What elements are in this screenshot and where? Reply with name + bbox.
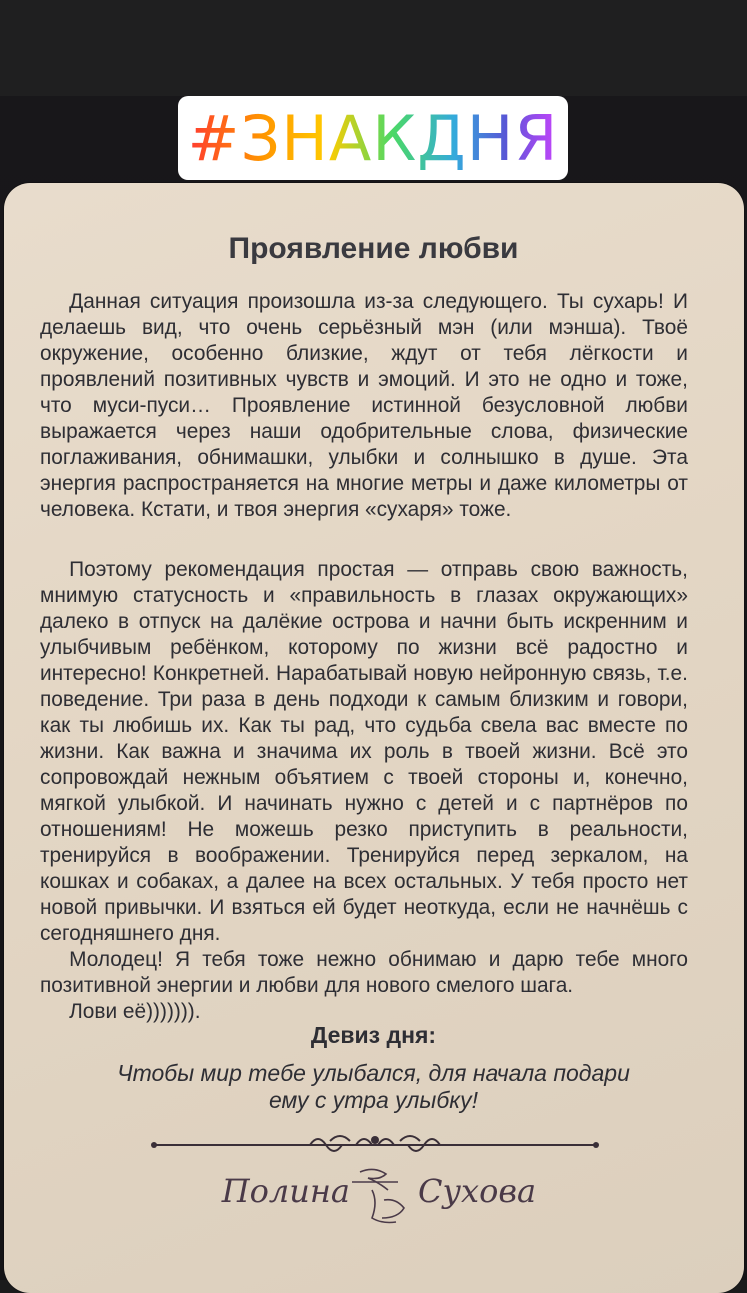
paragraph-3-closing: Лови её))))))). (69, 999, 201, 1023)
paragraph-3-text: Молодец! Я тебя тоже нежно обнимаю и дарю тебе много позитивной энергии и любви для нового смелого шага. (40, 947, 688, 997)
card-title: Проявление любви (228, 232, 519, 265)
motto-line-2: ему с утра улыбку! (268, 1087, 479, 1113)
signature-last-name: Сухова (418, 1172, 537, 1210)
hands-icon (352, 1169, 404, 1222)
motto-text (0, 1060, 747, 1114)
motto-heading: Девиз дня: (310, 1022, 437, 1048)
signature-first-name: Полина (221, 1172, 350, 1210)
paragraph-1: Данная ситуация произошла из-за следующего. Ты сухарь! И делаешь вид, что очень серьёзный мэн (или мэнша). Твоё окружение, особенно близкие, ждут от тебя лёгкости и проявлений позитивных чувств и эмоций. И это не одно и тоже, что муси-пуси… Проявление истинной безусловной любви выражается через наши одобрительные слова, физические поглаживания, обнимашки, улыбки и солнышко в душе. Эта энергия распространяется на многие метры и даже километры от человека. Кстати, и твоя энергия «сухаря» тоже. (40, 289, 688, 521)
paragraph-3 (40, 946, 688, 1024)
paragraph-2: Поэтому рекомендация простая — отправь свою важность, мнимую статусность и «правильность в глазах окружающих» далеко в отпуск на далёкие острова и начни быть искренним и улыбчивым ребёнком, которому по жизни всё радостно и интересно! Конкретней. Нарабатывай новую нейронную связь, т.е. поведение. Три раза в день подходи к самым близким и говори, как ты любишь их. Как ты рад, что судьба свела вас вместе по жизни. Как важна и значима их роль в твоей жизни. Всё это сопровождай нежным объятием с твоей стороны и, конечно, мягкой улыбкой. И начинать нужно с детей и с партнёров по отношениям! Не можешь резко приступить в реальности, тренируйся в воображении. Тренируйся перед зеркалом, на кошках и собаках, а далее на всех остальных. У тебя просто нет новой привычки. И взяться ей будет неоткуда, если не начнёшь с сегодняшнего дня. (40, 557, 688, 945)
hashtag-sticker[interactable] (178, 96, 568, 180)
story-top-bar (0, 0, 747, 96)
author-signature-logo (0, 1160, 747, 1240)
hashtag-text: #ЗНАКДНЯ (187, 101, 559, 175)
motto-line-1: Чтобы мир тебе улыбался, для начала подари (117, 1060, 630, 1086)
ornament-divider-icon (150, 1128, 600, 1158)
